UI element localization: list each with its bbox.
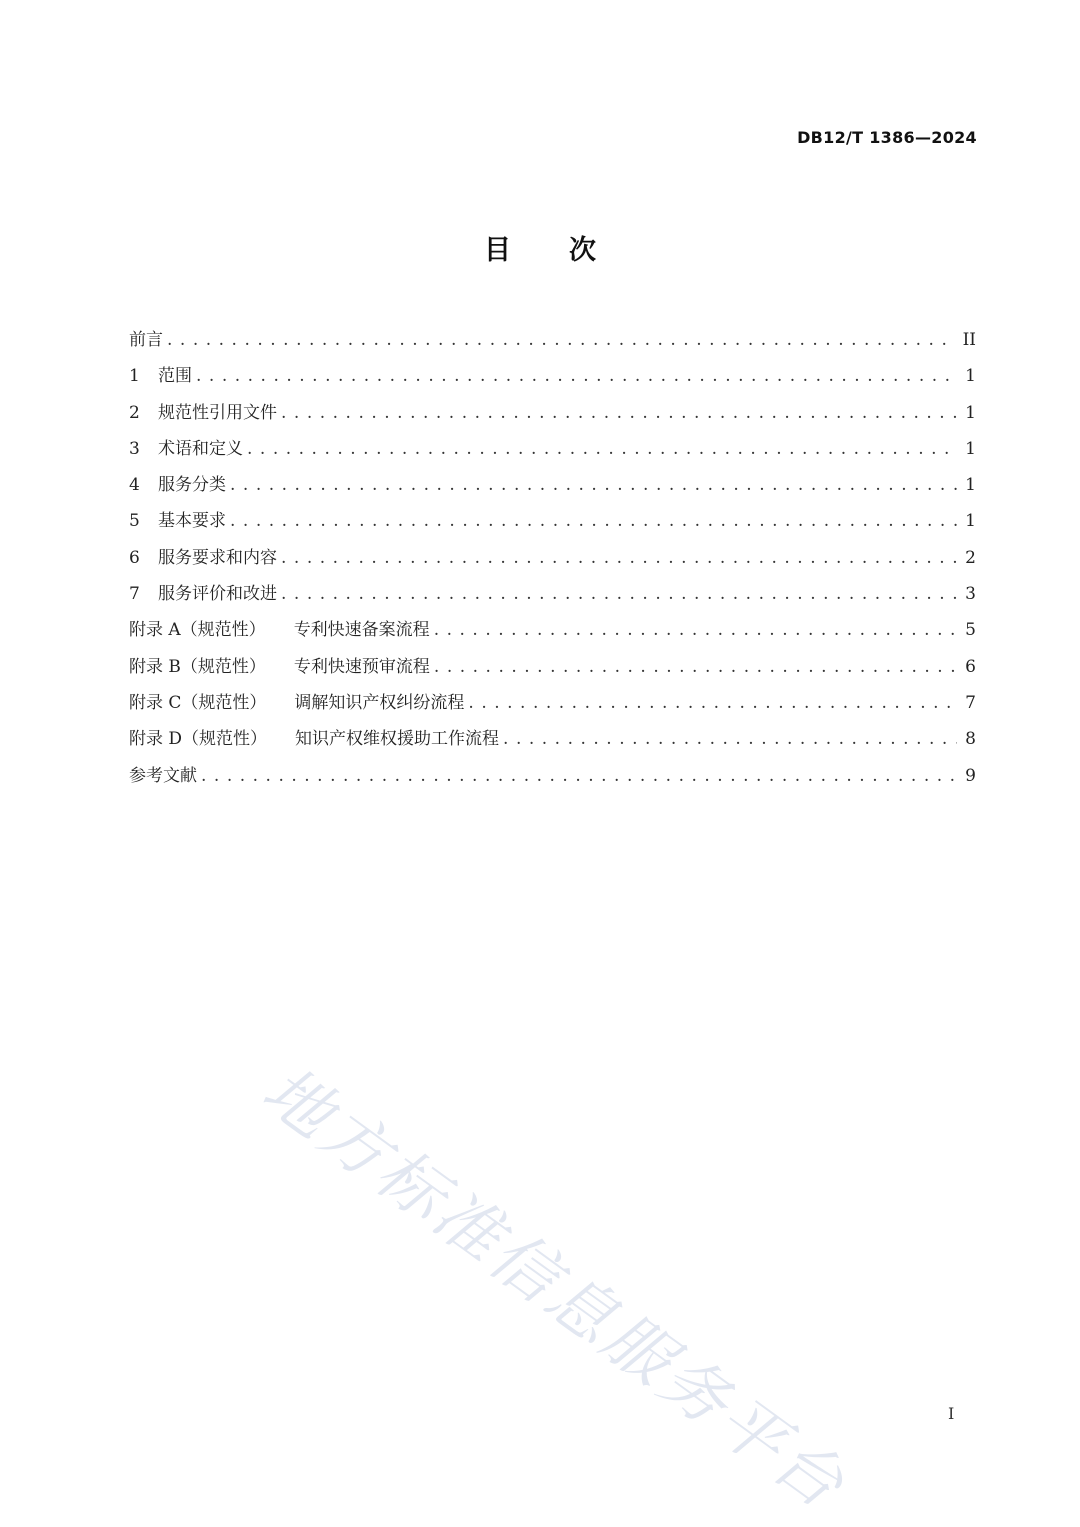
toc-entry-appendix-c[interactable] xyxy=(129,685,976,721)
toc-leader-dots xyxy=(281,395,957,431)
toc-entry-number: 5 xyxy=(129,511,140,532)
toc-entry-page: 2 xyxy=(965,547,976,568)
page-title xyxy=(0,228,1080,267)
toc-leader-dots xyxy=(230,503,957,539)
toc-leader-dots xyxy=(468,685,957,721)
toc-entry-number: 1 xyxy=(129,366,140,387)
toc-entry-label: 前言 xyxy=(129,330,163,350)
toc-entry-service-classification[interactable] xyxy=(129,467,976,503)
toc-entry-prefix: 附录 D（规范性） xyxy=(129,729,268,750)
toc-leader-dots xyxy=(230,467,957,503)
toc-entry-service-evaluation[interactable] xyxy=(129,576,976,612)
toc-entry-number: 7 xyxy=(129,584,140,605)
toc-entry-page: 1 xyxy=(965,511,976,532)
toc-entry-foreword[interactable] xyxy=(129,322,976,358)
toc-entry-label: 范围 xyxy=(158,366,192,387)
toc-entry-page: 1 xyxy=(965,402,976,423)
toc-leader-dots xyxy=(281,540,957,576)
watermark-text: 地方标准信息服务平台 xyxy=(248,1051,861,1525)
toc-leader-dots xyxy=(434,649,957,685)
toc-entry-page: 8 xyxy=(965,729,976,750)
toc-entry-label: 服务分类 xyxy=(158,475,226,496)
toc-entry-appendix-d[interactable] xyxy=(129,721,976,757)
toc-entry-page: 3 xyxy=(965,584,976,605)
page-number: I xyxy=(948,1404,955,1423)
toc-entry-number: 2 xyxy=(129,402,140,423)
toc-leader-dots xyxy=(281,576,957,612)
toc-entry-scope[interactable] xyxy=(129,358,976,394)
toc-entry-service-requirements[interactable] xyxy=(129,540,976,576)
toc-entry-page: 6 xyxy=(965,656,976,677)
toc-entry-page: 7 xyxy=(965,692,976,713)
toc-entry-number: 3 xyxy=(129,438,140,459)
toc-entry-prefix: 附录 C（规范性） xyxy=(129,692,267,713)
toc-entry-label: 服务评价和改进 xyxy=(158,584,277,605)
toc-entry-page: 5 xyxy=(965,620,976,641)
toc-entry-number: 6 xyxy=(129,547,140,568)
toc-entry-page: 1 xyxy=(965,475,976,496)
toc-leader-dots xyxy=(201,758,957,794)
toc-entry-label: 调解知识产权纠纷流程 xyxy=(294,692,465,713)
toc-entry-label: 规范性引用文件 xyxy=(158,402,277,423)
toc-entry-label: 基本要求 xyxy=(158,511,226,532)
toc-entry-appendix-a[interactable] xyxy=(129,612,976,648)
toc-entry-prefix: 附录 B（规范性） xyxy=(129,656,266,677)
toc-leader-dots xyxy=(196,358,957,394)
table-of-contents xyxy=(129,322,976,794)
toc-leader-dots xyxy=(434,612,957,648)
toc-leader-dots xyxy=(503,721,957,757)
toc-entry-label: 专利快速预审流程 xyxy=(293,656,430,677)
document-code: DB12/T 1386—2024 xyxy=(797,128,977,147)
toc-entry-label: 术语和定义 xyxy=(158,438,243,459)
toc-entry-label: 参考文献 xyxy=(129,765,197,786)
toc-entry-bibliography[interactable] xyxy=(129,758,976,794)
toc-entry-appendix-b[interactable] xyxy=(129,649,976,685)
toc-entry-page: 9 xyxy=(965,765,976,786)
toc-entry-prefix: 附录 A（规范性） xyxy=(129,620,266,641)
toc-leader-dots xyxy=(247,431,957,467)
toc-entry-terms-definitions[interactable] xyxy=(129,431,976,467)
toc-entry-label: 服务要求和内容 xyxy=(158,547,277,568)
title-char-1: 目 xyxy=(484,235,511,266)
toc-entry-page: 1 xyxy=(965,438,976,459)
toc-leader-dots xyxy=(167,322,955,358)
toc-entry-normative-references[interactable] xyxy=(129,395,976,431)
title-char-2: 次 xyxy=(569,235,596,266)
toc-entry-page: II xyxy=(962,330,976,350)
toc-entry-basic-requirements[interactable] xyxy=(129,503,976,539)
toc-entry-page: 1 xyxy=(965,366,976,387)
toc-entry-number: 4 xyxy=(129,475,140,496)
toc-entry-label: 知识产权维权援助工作流程 xyxy=(295,729,500,750)
toc-entry-label: 专利快速备案流程 xyxy=(293,620,430,641)
